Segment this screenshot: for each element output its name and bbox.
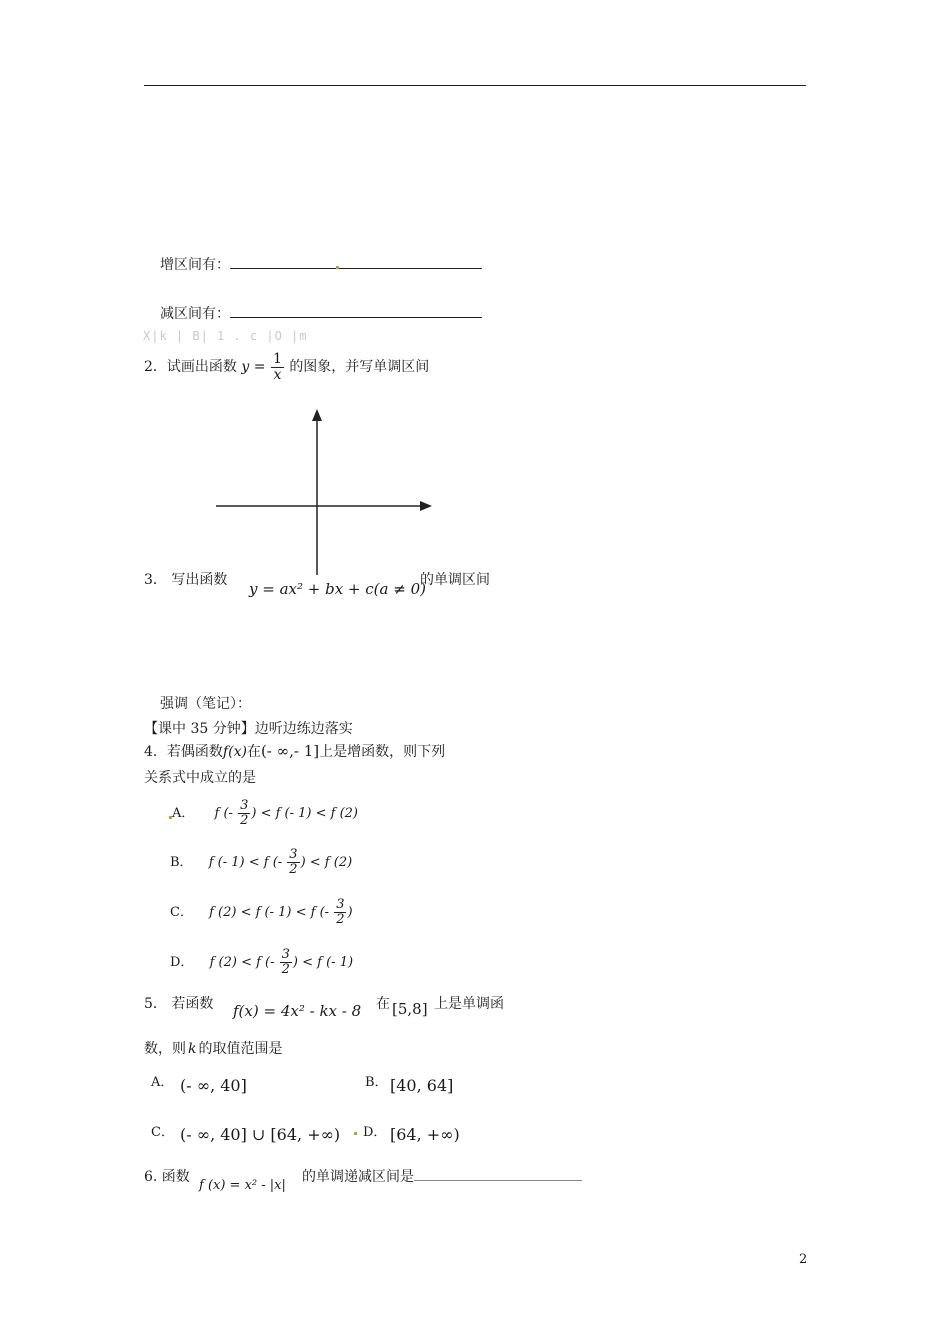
question-2 [144,352,429,382]
x-axis-arrow-icon [420,501,432,511]
y-axis-arrow-icon [312,409,322,421]
fraction-num: 3 [240,798,249,814]
question-4-line2: 关系式中成立的是 [144,770,256,786]
fraction-num: 3 [336,897,345,913]
q4-func: f(x) [222,744,247,760]
option-expr-before: f (2) < f (- [209,955,279,970]
q5-option-d-label[interactable]: D． [363,1125,387,1140]
section-title: 【课中 35 分钟】边听边练边落实 [144,721,353,737]
q6-answer-blank[interactable] [414,1166,582,1181]
q4-mid: 在 [246,744,261,760]
option-expr-after: ) < f (2) [300,855,353,870]
q5-option-c-label[interactable]: C． [151,1125,174,1140]
increase-interval-line [160,254,482,274]
q4-option-c[interactable] [170,895,353,931]
q5-option-b-label[interactable]: B． [365,1075,388,1090]
q3-formula: y = ax² + bx + c(a ≠ 0) [249,580,426,598]
increase-answer-blank[interactable] [230,254,482,269]
q5-line2-after: 的取值范围是 [198,1041,283,1057]
question-3 [144,569,227,589]
fraction-den: 2 [289,862,298,877]
question-4-line1 [144,741,445,761]
q6-text-before: 6. 函数 [144,1169,190,1185]
option-expr-before: f (2) < f (- 1) < f (- [209,905,334,920]
q5-option-a-value: (- ∞, 40] [180,1076,247,1095]
emphasis-notes: 强调（笔记）： [160,696,251,712]
decrease-label: 减区间有： [160,306,230,322]
q4-text-after: 上是增函数，则下列 [319,744,446,760]
q4-text-before: 4．若偶函数 [144,744,223,760]
option-expr-after: ) [347,905,353,920]
option-label: D． [170,955,194,970]
option-fraction [280,948,292,976]
decrease-answer-blank[interactable] [230,303,482,318]
option-fraction [334,898,346,926]
q3-text-before: 3． 写出函数 [144,572,228,588]
q5-option-c-value: (- ∞, 40] ∪ [64, +∞) [180,1125,341,1144]
q5-line2-before: 数，则 [144,1041,186,1057]
q5-option-d-value: [64, +∞) [390,1125,460,1144]
q4-option-b[interactable] [170,845,352,881]
watermark: X|k | B| 1 . c |O |m [143,329,308,343]
q4-option-a[interactable] [172,796,358,832]
q5-formula: f(x) = 4x² - kx - 8 [233,1002,362,1020]
stray-dot [336,266,339,269]
q4-interval: (- ∞,- 1] [260,742,320,760]
option-fraction [238,799,250,827]
q5-option-b-value: [40, 64] [390,1076,454,1095]
fraction-den: 2 [336,912,345,927]
option-expr-before: f (- 1) < f (- [208,855,287,870]
fraction-den: 2 [281,962,290,977]
q5-interval: [5,8] [392,1000,428,1018]
decrease-interval-line [160,303,482,323]
option-label: A． [172,806,195,821]
option-expr-before: f (- [214,806,238,821]
fraction-num: 3 [281,947,290,963]
q6-answer-line [302,1166,582,1186]
header-rule [144,85,806,86]
option-label: B． [170,855,193,870]
fraction-num: 3 [289,847,298,863]
q2-y-var: y [241,359,250,376]
q4-option-d[interactable] [170,945,353,981]
q2-text-after: 的图象，并写单调区间 [289,359,430,376]
stray-dot [354,1132,357,1135]
q6-text-after: 的单调递减区间是 [302,1169,414,1185]
page-number: 2 [799,1252,808,1267]
q5-mid: 在 [376,996,390,1012]
option-expr-after: ) < f (- 1) [292,955,354,970]
q3-text-after: 的单调区间 [420,572,490,588]
fraction-den: 2 [240,813,249,828]
q2-equals: = [253,359,266,376]
option-label: C． [170,905,193,920]
option-fraction [287,848,299,876]
coordinate-axes [210,405,440,577]
option-expr-after: ) < f (- 1) < f (2) [251,806,358,821]
q6-formula: f (x) = x² - |x| [199,1178,286,1193]
q5-k: k [188,1041,197,1057]
q5-option-a-label[interactable]: A． [151,1075,174,1090]
q5-text-after: 上是单调函 [434,996,504,1012]
q2-numerator: 1 [272,351,282,367]
q5-text-before: 5． 若函数 [144,996,214,1012]
q5-line2 [144,1038,282,1058]
q2-fraction [271,352,284,382]
increase-label: 增区间有： [160,257,230,273]
q2-denominator: x [273,366,282,383]
q2-text-before: 2．试画出函数 [144,359,237,376]
